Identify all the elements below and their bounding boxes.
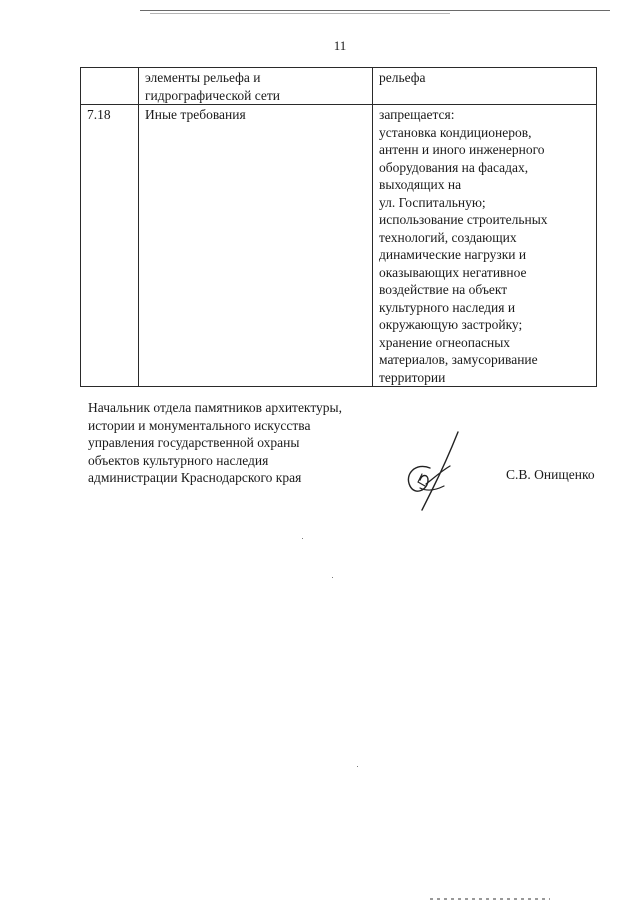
signer-name: С.В. Онищенко [506, 467, 595, 482]
row-number: 7.18 [87, 107, 111, 122]
requirement-value-line: динамические нагрузки и [379, 247, 527, 262]
scan-speck [302, 538, 303, 539]
row-number-cell [81, 105, 139, 387]
requirement-name-cell [139, 105, 373, 387]
requirement-name-line: Иные требования [145, 107, 246, 122]
requirement-value-line: оказывающих негативное [379, 264, 527, 280]
requirement-value-line: установка кондиционеров, [379, 124, 532, 140]
scan-top-rule [140, 10, 610, 11]
requirement-value-line: выходящих на [379, 177, 462, 192]
requirement-value-line: антенн и иного инженерного [379, 142, 545, 157]
requirements-table [80, 67, 597, 387]
requirement-value-line: культурного наследия и [379, 299, 516, 315]
requirement-value-line: окружающую застройку; [379, 317, 523, 332]
table-row [81, 68, 597, 105]
requirement-value-line: запрещается: [379, 107, 455, 122]
requirement-value-cell [373, 68, 597, 105]
page-number: 11 [333, 38, 347, 53]
signatory-title-line: объектов культурного наследия [88, 452, 269, 468]
requirement-value-line: использование строительных [379, 212, 548, 227]
requirement-name-line: гидрографической сети [145, 87, 280, 103]
row-number-cell [81, 68, 139, 105]
table-row [81, 105, 597, 387]
requirement-name-cell [139, 68, 373, 105]
signatory-title-line: Начальник отдела памятников архитектуры, [88, 400, 342, 415]
requirement-value-line: материалов, замусоривание [379, 352, 538, 367]
requirement-value-line: рельефа [379, 70, 426, 85]
requirement-value-line: воздействие на объект [379, 282, 508, 297]
scan-speck [357, 766, 358, 767]
scan-noise [430, 898, 550, 900]
requirement-name-line: элементы рельефа и [145, 70, 261, 85]
requirement-value-line: ул. Госпитальную; [379, 194, 486, 210]
scan-speck [332, 577, 333, 578]
scan-top-rule-faint [150, 13, 450, 14]
signatory-title [88, 399, 342, 487]
signatory-title-line: истории и монументального искусства [88, 417, 311, 433]
requirement-value-line: технологий, создающих [379, 229, 517, 245]
handwritten-signature [398, 428, 468, 512]
signatory-title-line: управления государственной охраны [88, 435, 300, 450]
requirement-value-line: оборудования на фасадах, [379, 159, 529, 175]
requirement-value-line: территории [379, 369, 446, 385]
signatory-title-line: администрации Краснодарского края [88, 470, 302, 485]
requirement-value-line: хранение огнеопасных [379, 334, 511, 350]
requirement-value-cell [373, 105, 597, 387]
